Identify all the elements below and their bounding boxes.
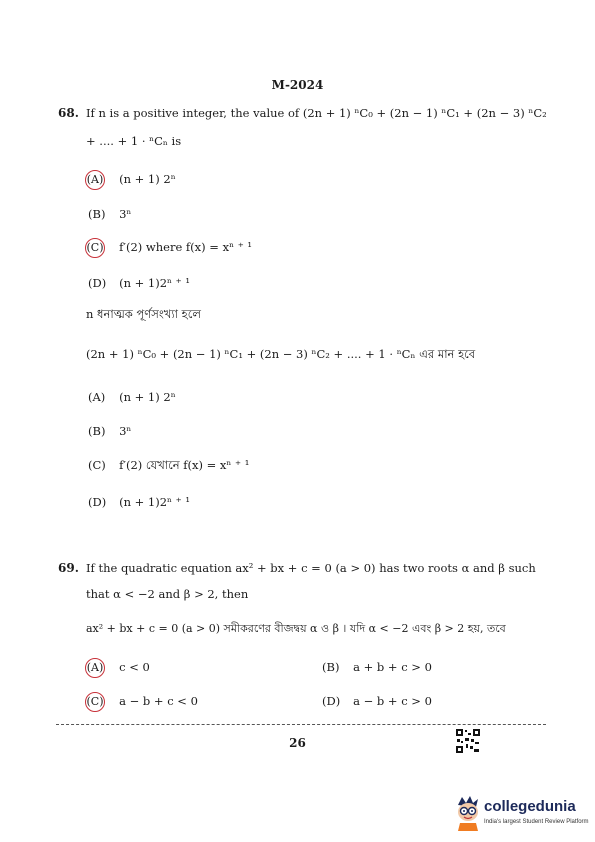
answer-mark-circle: (A) — [85, 658, 105, 678]
brand-tagline: India's largest Student Review Platform — [484, 819, 589, 825]
q68-option-b-letter: (B) — [88, 207, 106, 221]
answer-mark-circle: (C) — [85, 238, 105, 258]
q69-option-a-text: c < 0 — [119, 660, 150, 674]
q69-option-b — [322, 656, 432, 675]
q69-bengali-text: ax² + bx + c = 0 (a > 0) সমীকরণের বীজদ্বয় α ও β । যদি α < −2 এবং β > 2 হয়, তবে — [86, 622, 506, 635]
q69-option-b-letter: (B) — [322, 660, 340, 674]
q68-option-c — [88, 236, 252, 258]
q68-bengali-intro: n ধনাত্মক পূর্ণসংখ্যা হলে — [86, 307, 201, 321]
q68-option-d-text: (n + 1)2ⁿ ⁺ ¹ — [119, 276, 191, 290]
brand-name: collegedunia — [484, 798, 576, 815]
q69-option-c-text: a − b + c < 0 — [119, 694, 198, 708]
mascot-icon — [454, 795, 482, 831]
q68-bn-option-d-letter: (D) — [88, 495, 107, 509]
q68-bn-option-c-text: f′(2) যেখানে f(x) = xⁿ ⁺ ¹ — [119, 458, 250, 472]
q68-bn-option-c-letter: (C) — [88, 458, 106, 472]
q68-bn-option-c — [88, 454, 249, 476]
q69-option-a — [88, 656, 150, 678]
footer-divider — [56, 724, 546, 725]
q69-option-d-text: a − b + c > 0 — [353, 694, 432, 708]
q69-option-d-letter: (D) — [322, 694, 341, 708]
q69-option-b-text: a + b + c > 0 — [353, 660, 432, 674]
q69-text-line2: that α < −2 and β > 2, then — [86, 587, 249, 601]
q69-option-d — [322, 690, 432, 709]
q68-number: 68. — [58, 106, 79, 120]
q68-option-a — [88, 168, 176, 190]
q68-option-a-text: (n + 1) 2ⁿ — [119, 172, 176, 186]
q68-bn-option-a — [88, 386, 176, 405]
q68-bn-option-a-text: (n + 1) 2ⁿ — [119, 390, 176, 404]
paper-code: M-2024 — [271, 78, 324, 92]
q68-bn-option-d-text: (n + 1)2ⁿ ⁺ ¹ — [119, 495, 191, 509]
q68-bengali-text: (2n + 1) ⁿC₀ + (2n − 1) ⁿC₁ + (2n − 3) ⁿC₂ + .... + 1 · ⁿCₙ এর মান হবে — [86, 347, 476, 361]
q68-bn-option-b-letter: (B) — [88, 424, 106, 438]
page-number: 26 — [289, 736, 306, 750]
q68-bn-option-a-letter: (A) — [88, 390, 106, 404]
q68-option-b-text: 3ⁿ — [119, 207, 132, 221]
q68-option-c-text: f′(2) where f(x) = xⁿ ⁺ ¹ — [119, 240, 253, 254]
q68-option-b — [88, 203, 131, 222]
q68-bn-option-d — [88, 491, 190, 510]
brand-logo — [450, 795, 590, 835]
q69-number: 69. — [58, 561, 79, 575]
q68-bn-option-b-text: 3ⁿ — [119, 424, 132, 438]
q69-option-c — [88, 690, 198, 712]
q68-text-line1: If n is a positive integer, the value of (2n + 1) ⁿC₀ + (2n − 1) ⁿC₁ + (2n − 3) ⁿC₂ — [86, 106, 547, 120]
q68-option-d — [88, 272, 190, 291]
q69-text-line1: If the quadratic equation ax² + bx + c = 0 (a > 0) has two roots α and β such — [86, 561, 536, 575]
answer-mark-circle: (C) — [85, 692, 105, 712]
answer-mark-circle: (A) — [85, 170, 105, 190]
q68-text-line2: + .... + 1 · ⁿCₙ is — [86, 134, 182, 148]
q68-option-d-letter: (D) — [88, 276, 107, 290]
qr-code-icon — [455, 728, 481, 754]
q68-bn-option-b — [88, 420, 131, 439]
